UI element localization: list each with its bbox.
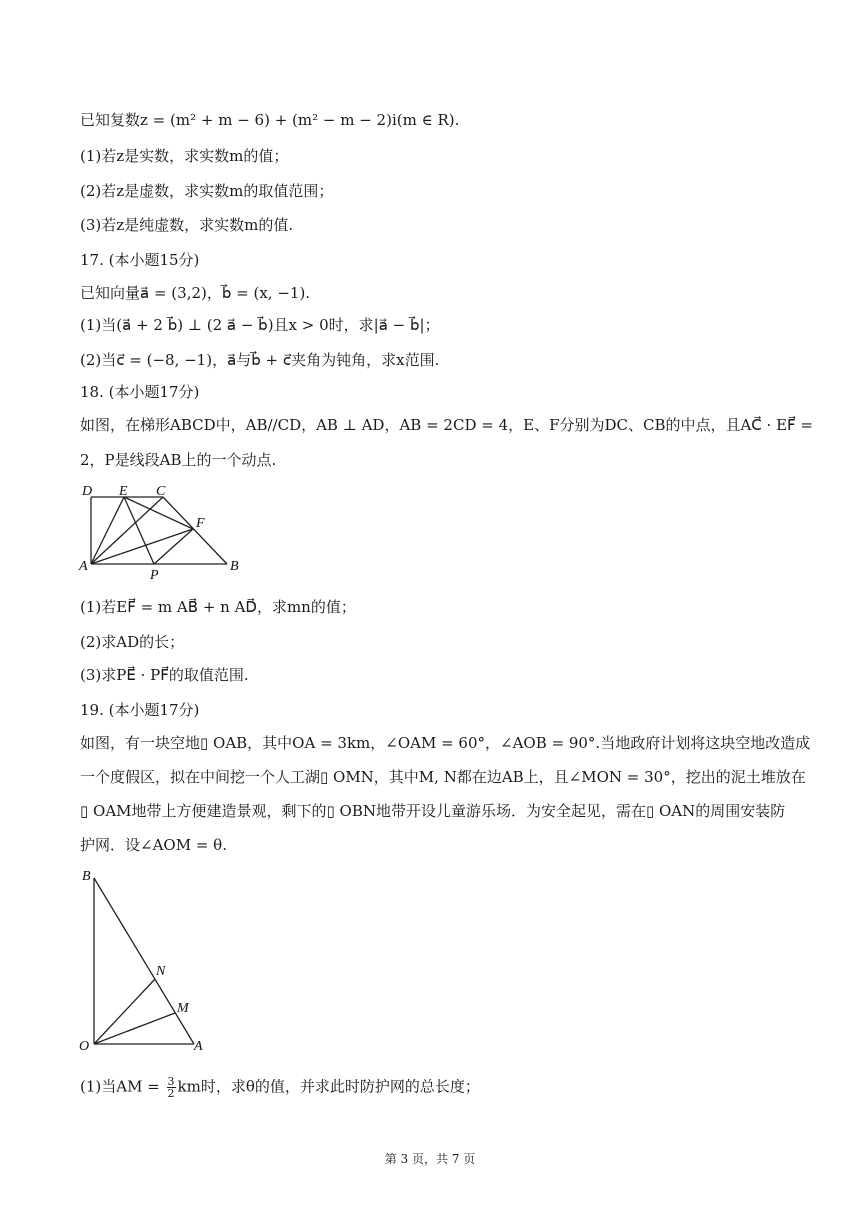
q18-heading: 18. (本小题17分) bbox=[80, 383, 200, 401]
label-B: B bbox=[230, 559, 239, 574]
fraction-numerator: 3 bbox=[167, 1075, 175, 1088]
q19-intro-line4: 护网．设∠AOM = θ. bbox=[80, 836, 227, 854]
label-O: O bbox=[79, 1039, 90, 1054]
q19-heading: 19. (本小题17分) bbox=[80, 701, 200, 719]
label-B: B bbox=[82, 869, 91, 884]
label-C: C bbox=[156, 484, 166, 499]
q17-heading: 17. (本小题15分) bbox=[80, 251, 200, 269]
label-M: M bbox=[177, 1001, 189, 1016]
label-D: D bbox=[82, 484, 93, 499]
label-P: P bbox=[150, 568, 159, 583]
q19-intro-line2: 一个度假区，拟在中间挖一个人工湖▯ OMN，其中M, N都在边AB上，且∠MON = 30°，挖出的泥土堆放在 bbox=[80, 768, 806, 786]
q18-intro-line1: 如图，在梯形ABCD中，AB//CD，AB ⊥ AD，AB = 2CD = 4，E、F分别为DC、CB的中点，且AC⃗ · EF⃗ = bbox=[80, 416, 814, 434]
label-N: N bbox=[156, 964, 166, 979]
q16-part2: (2)若z是虚数，求实数m的取值范围； bbox=[80, 182, 334, 200]
q19-intro-line3: ▯ OAM地带上方便建造景观，剩下的▯ OBN地带开设儿童游乐场．为安全起见，需在▯ OAN的周围安装防 bbox=[80, 802, 786, 820]
q17-intro: 已知向量a⃗ = (3,2)，b⃗ = (x, −1). bbox=[80, 284, 311, 302]
fraction bbox=[167, 1076, 176, 1099]
q16-intro: 已知复数z = (m² + m − 6) + (m² − m − 2)i(m ∈ R). bbox=[80, 111, 460, 129]
q16-part3: (3)若z是纯虚数，求实数m的值. bbox=[80, 216, 294, 234]
triangle-oab-figure bbox=[74, 864, 214, 1056]
q19-part1-prefix: (1)当AM = bbox=[80, 1077, 165, 1096]
label-F: F bbox=[196, 516, 205, 531]
q16-part1: (1)若z是实数，求实数m的值； bbox=[80, 147, 289, 165]
trapezoid-figure bbox=[74, 478, 254, 586]
q18-part2: (2)求AD的长； bbox=[80, 633, 185, 651]
q18-part3: (3)求PE⃗ · PF⃗的取值范围. bbox=[80, 666, 249, 684]
q19-intro-line1: 如图，有一块空地▯ OAB，其中OA = 3km，∠OAM = 60°，∠AOB = 90°.当地政府计划将这块空地改造成 bbox=[80, 734, 811, 752]
q18-intro-line2: 2，P是线段AB上的一个动点. bbox=[80, 451, 277, 469]
q18-part1: (1)若EF⃗ = m AB⃗ + n AD⃗，求mn的值； bbox=[80, 598, 356, 616]
label-A: A bbox=[79, 559, 88, 574]
label-E: E bbox=[119, 484, 128, 499]
label-A: A bbox=[194, 1039, 203, 1054]
page-footer: 第 3 页，共 7 页 bbox=[384, 1152, 476, 1166]
q19-part1 bbox=[80, 1076, 480, 1099]
q19-part1-suffix: km时，求θ的值，并求此时防护网的总长度； bbox=[177, 1077, 480, 1096]
fraction-denominator: 2 bbox=[167, 1087, 175, 1100]
q17-part2: (2)当c⃗ = (−8, −1)，a⃗与b⃗ + c⃗夹角为钝角，求x范围. bbox=[80, 351, 440, 369]
q17-part1: (1)当(a⃗ + 2 b⃗) ⊥ (2 a⃗ − b⃗)且x > 0时，求|a⃗ − b⃗|； bbox=[80, 316, 440, 334]
